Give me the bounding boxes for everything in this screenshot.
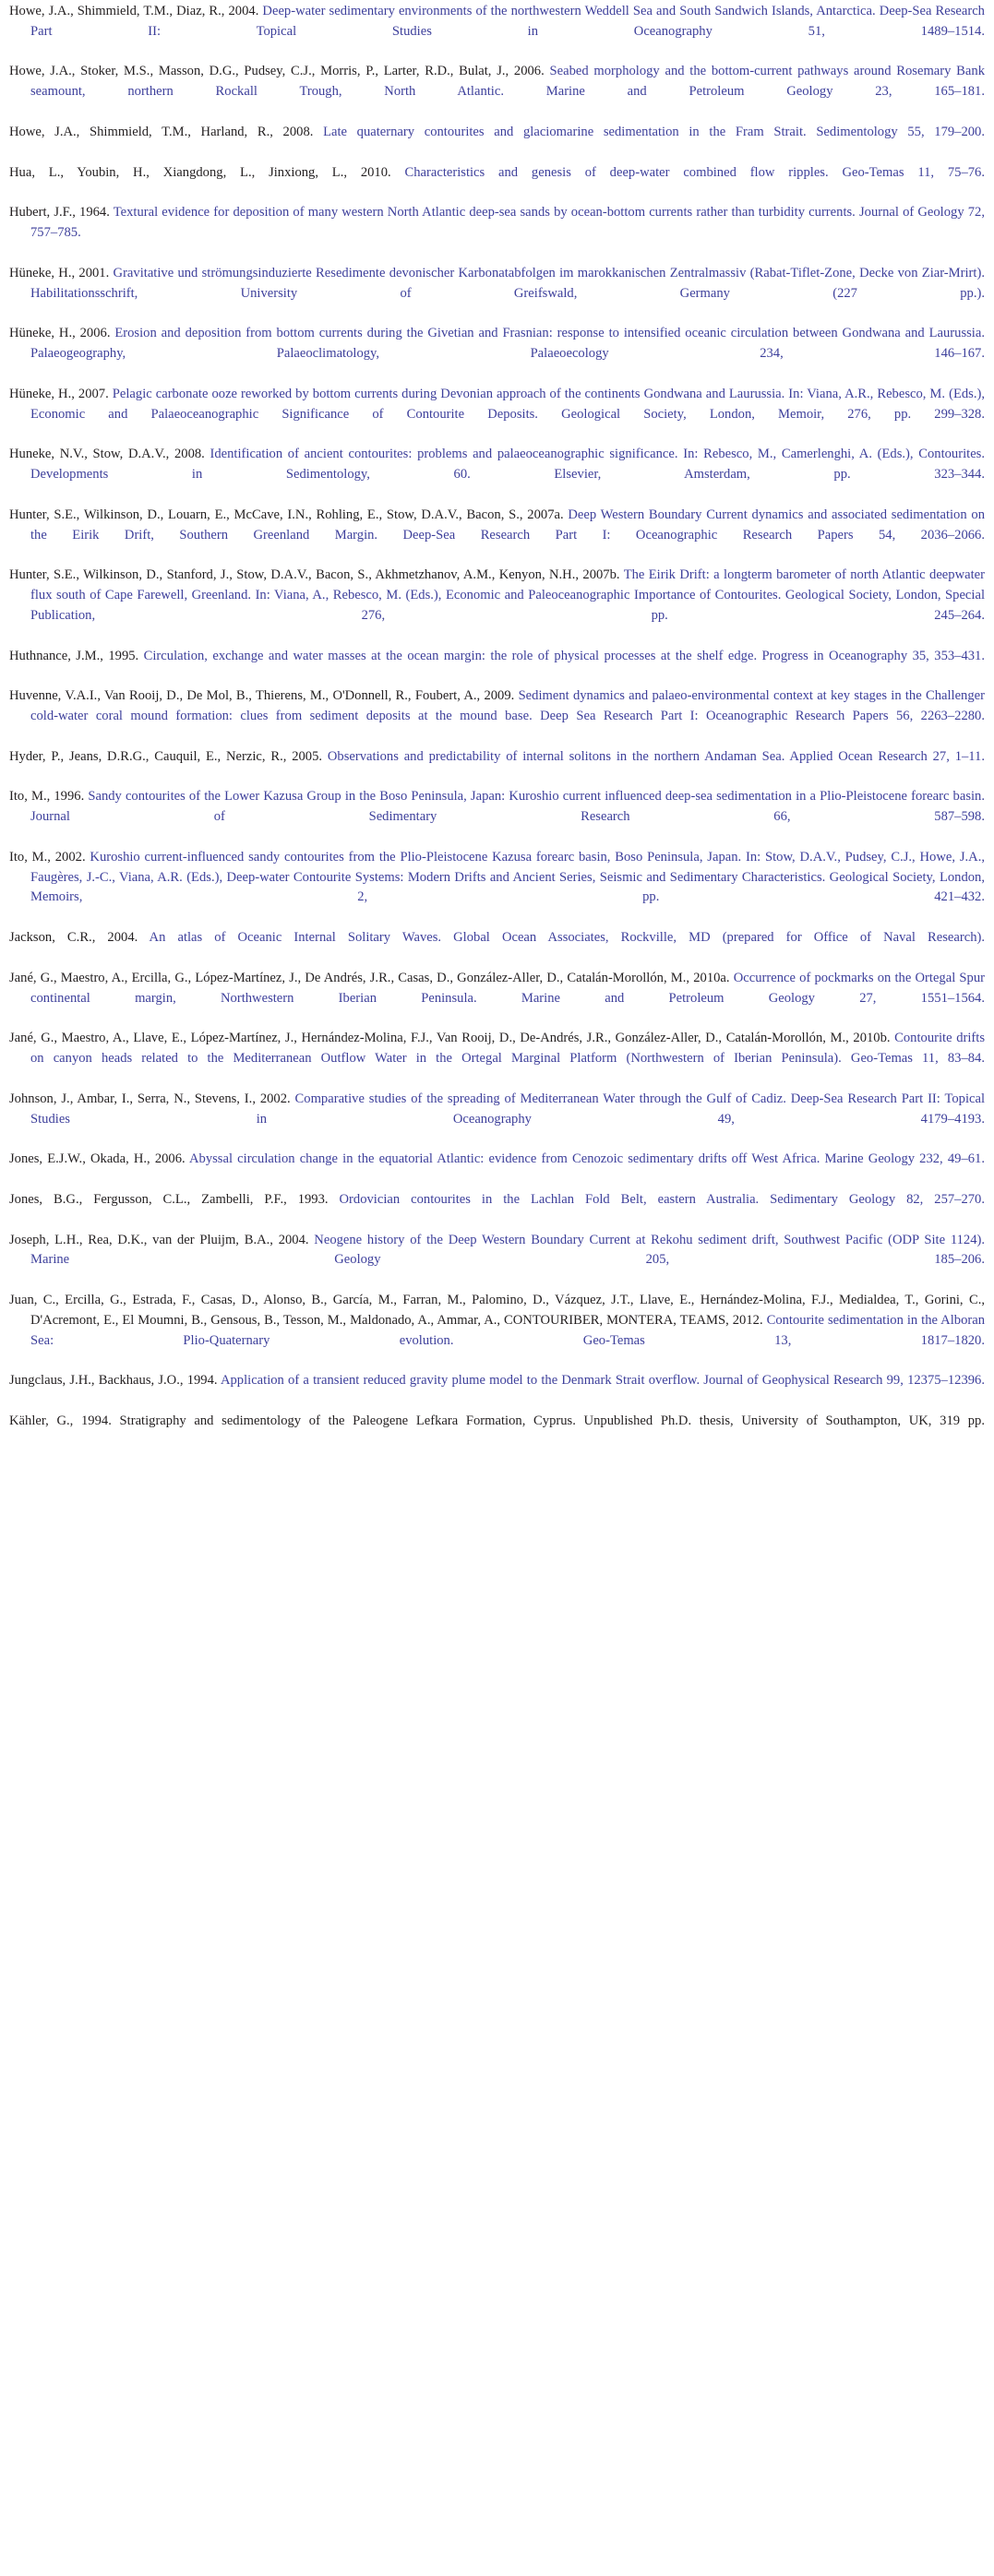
reference-title: Sandy contourites of the Lower Kazusa Group in the Boso Peninsula, Japan: Kuroshio current influenced deep-sea sedimentation in a Plio-Pleistocene forearc basin. Journal of Sedimentary Research 66, 587–598. [30,789,985,825]
reference-authors: Hüneke, H., 2006. [9,326,115,341]
reference-entry [9,647,985,687]
reference-authors: Jungclaus, J.H., Backhaus, J.O., 1994. [9,1373,221,1389]
reference-authors: Juan, C., Ercilla, G., Estrada, F., Casas, D., Alonso, B., García, M., Farran, M., Palomino, D., Vázquez, J.T., Llave, E., Hernández-Molina, F.J., Medialdea, T., Gorini, C., D'Acremont, E., El Moumni, B., Gensous, B., Tesson, M., Maldonado, A., Ammar, A., CONTOURIBER, MONTERA, TEAMS, 2012. [9,1293,985,1328]
reference-entry [9,62,985,122]
reference-authors: Huvenne, V.A.I., Van Rooij, D., De Mol, B., Thierens, M., O'Donnell, R., Foubert, A., 2009. [9,688,519,704]
reference-title: Textural evidence for deposition of many western North Atlantic deep-sea sands by ocean-bottom currents rather than turbidity currents. Journal of Geology 72, 757–785. [30,205,986,241]
reference-entry [9,1190,985,1231]
reference-entry [9,686,985,746]
reference-title: Pelagic carbonate ooze reworked by bottom currents during Devonian approach of the continents Gondwana and Laurussia. In: Viana, A.R., Rebesco, M. (Eds.), Economic and Palaeoceanographic Significance of Contourite Deposits. Geological Society, London, Memoir, 276, pp. 299–328. [30,386,985,422]
reference-entry [9,385,985,445]
reference-authors: Ito, M., 1996. [9,789,89,805]
reference-entry [9,747,985,788]
reference-entry [9,848,985,928]
reference-entry [9,264,985,324]
reference-authors: Hubert, J.F., 1964. [9,205,114,221]
reference-authors: Ito, M., 2002. [9,849,90,865]
reference-title: Circulation, exchange and water masses at the ocean margin: the role of physical processes at the shelf edge. Progress in Oceanography 35, 353–431. [143,648,986,663]
reference-entry [9,123,985,163]
reference-authors: Johnson, J., Ambar, I., Serra, N., Stevens, I., 2002. [9,1091,295,1106]
reference-authors: Kähler, G., 1994. Stratigraphy and sedimentology of the Paleogene Lefkara Formation, Cyprus. Unpublished Ph.D. thesis, University of Southampton, UK, 319 pp. [9,1413,985,1428]
reference-title: Ordovician contourites in the Lachlan Fold Belt, eastern Australia. Sedimentary Geology 82, 257–270. [339,1191,986,1207]
reference-authors: Joseph, L.H., Rea, D.K., van der Pluijm, B.A., 2004. [9,1232,315,1247]
reference-entry [9,566,985,646]
reference-title: Abyssal circulation change in the equatorial Atlantic: evidence from Cenozoic sedimentary drifts off West Africa. Marine Geology 232, 49–61. [189,1151,985,1167]
reference-title: Kuroshio current-influenced sandy contourites from the Plio-Pleistocene Kazusa forearc basin, Boso Peninsula, Japan. In: Stow, D.A.V., Pudsey, C.J., Howe, J.A., Faugères, J.-C., Viana, A.R. (Eds.), Deep-water Contourite Systems: Modern Drifts and Ancient Series, Seismic and Sedimentary Characteristics. Geological Society, London, Memoirs, 2, pp. 421–432. [30,849,985,905]
reference-title: Gravitative und strömungsinduzierte Resedimente devonischer Karbonatabfolgen im marokkanischen Zentralmassiv (Rabat-Tiflet-Zone, Decke von Ziar-Mrirt). Habilitationsschrift, University of Greifswald, Germany (227 pp.). [30,265,985,301]
reference-title: Deep-water sedimentary environments of the northwestern Weddell Sea and South Sandwich Islands, Antarctica. Deep-Sea Research Part II: Topical Studies in Oceanography 51, 1489–1514. [30,4,985,39]
reference-entry [9,1150,985,1190]
reference-entry [9,445,985,505]
reference-title: An atlas of Oceanic Internal Solitary Waves. Global Ocean Associates, Rockville, MD (prepared for Office of Naval Research). [149,930,985,946]
reference-title: Deep Western Boundary Current dynamics and associated sedimentation on the Eirik Drift, Southern Greenland Margin. Deep-Sea Research Part I: Oceanographic Research Papers 54, 2036–2066. [30,507,985,543]
reference-entry [9,1029,985,1089]
reference-entry [9,1291,985,1371]
reference-authors: Jané, G., Maestro, A., Llave, E., López-Martínez, J., Hernández-Molina, F.J., Van Rooij, D., De-Andrés, J.R., González-Aller, D., Catalán-Morollón, M., 2010b. [9,1031,895,1046]
reference-entry [9,1371,985,1412]
reference-authors: Hüneke, H., 2001. [9,265,114,280]
reference-title: Characteristics and genesis of deep-water combined flow ripples. Geo-Temas 11, 75–76. [404,164,985,180]
reference-authors: Jackson, C.R., 2004. [9,930,150,946]
reference-authors: Hyder, P., Jeans, D.R.G., Cauquil, E., Nerzic, R., 2005. [9,748,328,764]
reference-title: Erosion and deposition from bottom currents during the Givetian and Frasnian: response to intensified oceanic circulation between Gondwana and Laurussia. Palaeogeography, Palaeoclimatology, Palaeoecology 234, 146–167. [30,326,985,362]
reference-entry [9,163,985,204]
reference-entry [9,324,985,384]
reference-entry [9,2,985,62]
reference-title: Neogene history of the Deep Western Boundary Current at Rekohu sediment drift, Southwest Pacific (ODP Site 1124). Marine Geology 205, 185–206. [30,1232,986,1268]
reference-authors: Howe, J.A., Shimmield, T.M., Diaz, R., 2004. [9,4,263,18]
reference-entry [9,1090,985,1150]
reference-title: Seabed morphology and the bottom-current pathways around Rosemary Bank seamount, northern Rockall Trough, North Atlantic. Marine and Petroleum Geology 23, 165–181. [30,64,985,100]
reference-authors: Huneke, N.V., Stow, D.A.V., 2008. [9,447,210,462]
reference-authors: Jané, G., Maestro, A., Ercilla, G., López-Martínez, J., De Andrés, J.R., Casas, D., González-Aller, D., Catalán-Morollón, M., 2010a. [9,970,734,985]
reference-title: Application of a transient reduced gravity plume model to the Denmark Strait overflow. Journal of Geophysical Research 99, 12375–12396. [220,1373,985,1389]
reference-authors: Howe, J.A., Shimmield, T.M., Harland, R., 2008. [9,124,324,139]
reference-entry [9,506,985,566]
reference-title: Late quaternary contourites and glaciomarine sedimentation in the Fram Strait. Sedimentology 55, 179–200. [323,124,985,139]
reference-authors: Jones, E.J.W., Okada, H., 2006. [9,1151,189,1167]
reference-authors: Hunter, S.E., Wilkinson, D., Stanford, J., Stow, D.A.V., Bacon, S., Akhmetzhanov, A.M., Kenyon, N.H., 2007b. [9,567,624,583]
reference-authors: Hüneke, H., 2007. [9,386,113,401]
reference-title: Occurrence of pockmarks on the Ortegal Spur continental margin, Northwestern Iberian Peninsula. Marine and Petroleum Geology 27, 1551–1564. [30,970,986,1006]
reference-authors: Hunter, S.E., Wilkinson, D., Louarn, E., McCave, I.N., Rohling, E., Stow, D.A.V., Bacon, S., 2007a. [9,507,569,522]
reference-title: Comparative studies of the spreading of Mediterranean Water through the Gulf of Cadiz. Deep-Sea Research Part II: Topical Studies in Oceanography 49, 4179–4193. [30,1091,986,1127]
reference-title: Identification of ancient contourites: problems and palaeoceanographic significance. In: Rebesco, M., Camerlenghi, A. (Eds.), Contourites. Developments in Sedimentology, 60. Elsevier, Amsterdam, pp. 323–344. [30,447,985,483]
reference-entry [9,928,985,969]
reference-title: Observations and predictability of internal solitons in the northern Andaman Sea. Applied Ocean Research 27, 1–11. [327,748,985,764]
reference-authors: Huthnance, J.M., 1995. [9,648,144,663]
reference-title: The Eirik Drift: a longterm barometer of north Atlantic deepwater flux south of Cape Farewell, Greenland. In: Viana, A., Rebesco, M. (Eds.), Economic and Paleoceanographic Importance of Contourites. Geological Society, London, Special Publication, 276, pp. 245–264. [30,567,985,623]
reference-entry [9,969,985,1029]
reference-entry [9,203,985,263]
reference-entry [9,787,985,847]
reference-title: Sediment dynamics and palaeo-environmental context at key stages in the Challenger cold-water coral mound formation: clues from sediment deposits at the mound base. Deep Sea Research Part I: Oceanographic Research Papers 56, 2263–2280. [30,688,985,723]
reference-entry [9,1412,985,1452]
reference-authors: Howe, J.A., Stoker, M.S., Masson, D.G., Pudsey, C.J., Morris, P., Larter, R.D., Bulat, J., 2006. [9,64,550,79]
reference-entry [9,1231,985,1291]
reference-title: Contourite sedimentation in the Alboran Sea: Plio-Quaternary evolution. Geo-Temas 13, 1817–1820. [30,1312,986,1348]
reference-authors: Hua, L., Youbin, H., Xiangdong, L., Jinxiong, L., 2010. [9,164,405,180]
reference-authors: Jones, B.G., Fergusson, C.L., Zambelli, P.F., 1993. [9,1191,340,1207]
reference-title: Contourite drifts on canyon heads related to the Mediterranean Outflow Water in the Ortegal Marginal Platform (Northwestern of Iberian Peninsula). Geo-Temas 11, 83–84. [30,1031,985,1067]
